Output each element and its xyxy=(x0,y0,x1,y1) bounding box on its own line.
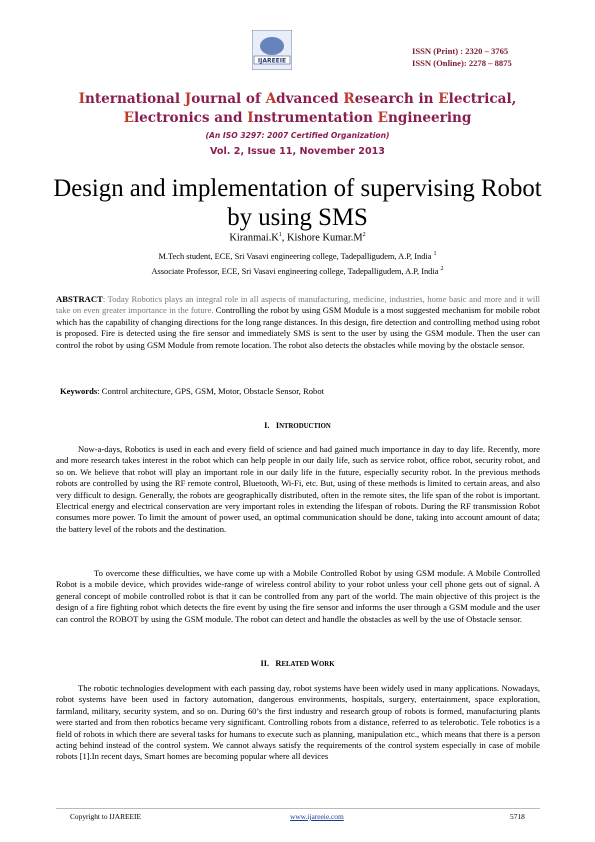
journal-initial: E xyxy=(438,91,449,107)
affiliation-1-sup: 1 xyxy=(433,251,437,257)
footer-url-link[interactable]: www.ijareeie.com xyxy=(290,812,344,821)
issn-online: ISSN (Online): 2278 – 8875 xyxy=(412,58,512,68)
journal-initial: I xyxy=(247,110,254,126)
intro-paragraph-1: Now-a-days, Robotics is used in each and every field of science and had gained much importance in day to day life. Recently, more and more research takes interest in the robot which can help people in our daily life, such as service robot, office robot, security robot, and so on. We believe that robot will play an important role in our daily life in the future, especially security robot. In the previous methods robots are controlled by using the RF remote control, Bluetooth, Wi-Fi, etc. But, using of these methods is limited to certain areas, and also very difficult to design. Generally, the robots are geographically distributed, often in the remote sites, the life span of the robot is important. Electrical energy and electrical conservation are very important roles in extending the lifespan of robots. During the RF transmission Robot consumes more power. To limit the amount of power used, an optimal communication should be done, taking into account amount of data; the battery level of the robots and the destination. xyxy=(56,444,540,534)
section-number: I. xyxy=(264,421,270,430)
journal-line-1 xyxy=(20,90,575,109)
journal-word: lectrical, xyxy=(448,91,517,107)
affiliation-2-text: Associate Professor, ECE, Sri Vasavi engineering college, Tadepalligudem, A.P, India xyxy=(151,266,439,276)
issn-block xyxy=(412,45,582,69)
affiliation-1-text: M.Tech student, ECE, Sri Vasavi engineering college, Tadepalligudem, A.P, India xyxy=(158,251,432,261)
journal-line-2 xyxy=(20,109,575,128)
journal-word: dvanced xyxy=(276,91,344,107)
keywords xyxy=(60,386,540,396)
keywords-label: Keywords xyxy=(60,386,98,396)
journal-word: ournal of xyxy=(191,91,266,107)
journal-word: esearch in xyxy=(354,91,439,107)
logo-icon xyxy=(252,30,292,70)
abstract-intro: : Today Robotics plays an integral role in all aspects of manufacturing, medicine, industries, home basic and more and it will take on even greater importance in the future. xyxy=(56,294,540,316)
section-heading-related-work xyxy=(20,659,575,668)
logo-text: IJAREEIE xyxy=(257,57,287,65)
volume-issue: Vol. 2, Issue 11, November 2013 xyxy=(210,146,385,157)
author-1: Kiranmai.K xyxy=(229,232,279,244)
journal-logo xyxy=(252,30,292,70)
abstract-label: ABSTRACT xyxy=(56,294,103,304)
section-initial: R xyxy=(275,659,282,668)
journal-initial: E xyxy=(123,110,134,126)
section-initial: W xyxy=(310,659,319,668)
footer-page-number: 5718 xyxy=(510,812,525,821)
journal-name xyxy=(20,90,575,128)
affiliation-1 xyxy=(20,251,575,261)
journal-word: lectronics and xyxy=(133,110,248,126)
iso-certification: (An ISO 3297: 2007 Certified Organization) xyxy=(205,131,390,140)
footer-copyright: Copyright to IJAREEIE xyxy=(70,812,142,821)
affiliation-2-sup: 2 xyxy=(440,266,444,272)
section-title: ORK xyxy=(319,661,335,668)
abstract-body: Controlling the robot by using GSM Module is a most suggested mechanism for mobile robot which has the capability of changing directions for the long range distances. In this design, fire detection and controlling method using robot is proposed. Fire is detected using the fire sensor and immediately SMS is sent to the user by using the GSM module. Then the user can control the robot by using GSM Module from remote location. The robot also detects the obstacles while moving by the obstacle sensor. xyxy=(56,305,541,350)
footer-divider xyxy=(56,808,540,809)
section-initial: I xyxy=(275,421,280,430)
section-number: II. xyxy=(260,659,270,668)
issn-print: ISSN (Print) : 2320 – 3765 xyxy=(412,46,509,56)
related-paragraph-1: The robotic technologies development with each passing day, robot systems have been widely used in many applications. Nowadays, robot systems have been used in factory automation, dangerous environments, hospitals, surgery, entertainment, space exploration, farmland, military, security system, and so on. During 60’s the first industry and research group of robots is formed, manufacturing plants were started and from then robotics became very significant. Controlling robots from a distance, referred to as telerobotic. Tele robotics is a field of robots in which there are several tasks for humans to execute such as planning, manipulation etc., which means that there is a person acting behind instead of the control system. We cannot always satisfy the requirements of the control system especially in case of mobile robots [1].In recent days, Smart homes are becoming popular where all devices xyxy=(56,683,540,762)
affiliation-2 xyxy=(20,266,575,276)
section-heading-introduction xyxy=(20,421,575,430)
journal-initial: A xyxy=(265,91,277,107)
journal-initial: J xyxy=(184,91,192,107)
authors xyxy=(20,232,575,243)
journal-initial: R xyxy=(343,91,355,107)
author-2: , Kishore Kumar.M xyxy=(281,232,363,244)
author-1-sup: 1 xyxy=(278,232,282,238)
journal-word: ngineering xyxy=(387,110,472,126)
title-line-2: by using SMS xyxy=(227,204,368,231)
journal-word: nstrumentation xyxy=(253,110,378,126)
keywords-text: : Control architecture, GPS, GSM, Motor, Obstacle Sensor, Robot xyxy=(97,386,325,396)
journal-initial: E xyxy=(377,110,388,126)
journal-word: nternational xyxy=(85,91,185,107)
abstract xyxy=(56,294,540,351)
section-title: ELATED xyxy=(281,661,311,668)
journal-initial: I xyxy=(78,91,85,107)
paper-title xyxy=(20,174,575,232)
title-line-1: Design and implementation of supervising Robot xyxy=(53,175,542,202)
section-title: NTRODUCTION xyxy=(279,423,331,430)
author-2-sup: 2 xyxy=(362,232,366,238)
intro-paragraph-2: To overcome these difficulties, we have come up with a Mobile Controlled Robot by using GSM module. A Mobile Controlled Robot is a mobile device, which provides wide-range of wireless control ability to your robot unless your cell phone gets out of signal. A general concept of mobile controlled robot is that it can be controlled from any part of the world. The main objective of this project is the design of a fire fighting robot which detects the fire event by using the fire sensor and informs the user through a GSM module and the user can control the ROBOT by using the GSM module. The robot can detect and handle the obstacles as well by the use of Obstacle sensor. xyxy=(56,568,540,624)
